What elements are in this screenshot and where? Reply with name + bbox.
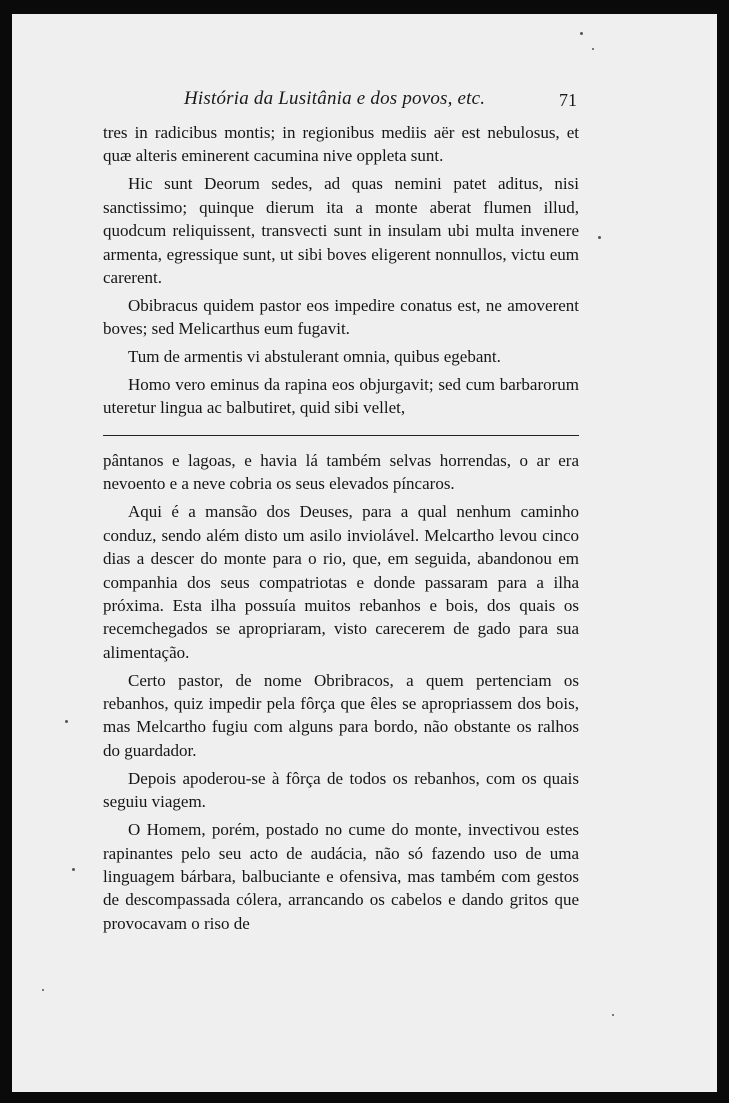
paper-speck [72,868,75,871]
paper-speck [42,989,44,991]
latin-paragraph: Tum de armentis vi abstulerant omnia, quibus egebant. [128,347,501,367]
paper-speck [580,32,583,35]
latin-text-block [103,121,579,424]
book-page [12,14,717,1092]
portuguese-paragraph: Aqui é a mansão dos Deuses, para a qual nenhum caminho conduz, sendo além disto um asilo inviolável. Melcartho levou cinco dias a descer do monte para o rio, que, em seguida, abandonou em companhia dos seus compatriotas e donde passaram para a ilha próxima. Esta ilha possuía muitos rebanhos e bois, dos quais os recemchegados se apropriaram, visto carecerem de gado para sua alimentação. [103,502,579,662]
latin-paragraph: tres in radicibus montis; in regionibus mediis aër est nebulosus, et quæ alteris eminerent cacumina nive oppleta sunt. [103,123,579,166]
paper-speck [65,720,68,723]
page-header [12,88,717,118]
page-number: 71 [559,90,577,110]
running-title: História da Lusitânia e dos povos, etc. [184,88,486,109]
paper-speck [598,236,601,239]
latin-paragraph: Homo vero eminus da rapina eos objurgavit; sed cum barbarorum uteretur lingua ac balbutiret, quid sibi vellet, [103,375,579,418]
paper-speck [592,48,594,50]
portuguese-text-block [103,449,579,940]
portuguese-paragraph: Depois apoderou-se à fôrça de todos os rebanhos, com os quais seguiu viagem. [103,768,579,812]
paper-speck [612,1014,614,1016]
portuguese-paragraph: pântanos e lagoas, e havia lá também selvas horrendas, o ar era nevoento e a neve cobria os seus elevados píncaros. [103,451,579,494]
latin-paragraph: Obibracus quidem pastor eos impedire conatus est, ne amoverent boves; sed Melicarthus eum fugavit. [103,295,579,339]
section-divider [103,435,579,436]
portuguese-paragraph: O Homem, porém, postado no cume do monte, invectivou estes rapinantes pelo seu acto de audácia, não só fazendo uso de uma linguagem bárbara, balbuciante e ofensiva, mas também com gestos de descompassada cólera, arrancando os cabelos e dando gritos que provocavam o riso de [103,820,579,933]
latin-paragraph: Hic sunt Deorum sedes, ad quas nemini patet aditus, nisi sanctissimo; quinque dierum ita a monte aberat flumen illud, quodcum reliquissent, transvecti sunt in insulam ubi multa invenere armenta, egressique sunt, ut sibi boves eligerent nonnullos, victu eum carerent. [103,174,579,287]
portuguese-paragraph: Certo pastor, de nome Obribracos, a quem pertenciam os rebanhos, quiz impedir pela fôrça que êles se apropriassem dos bois, mas Melcartho fugiu com alguns para bordo, não obstante os ralhos do guardador. [103,670,579,760]
